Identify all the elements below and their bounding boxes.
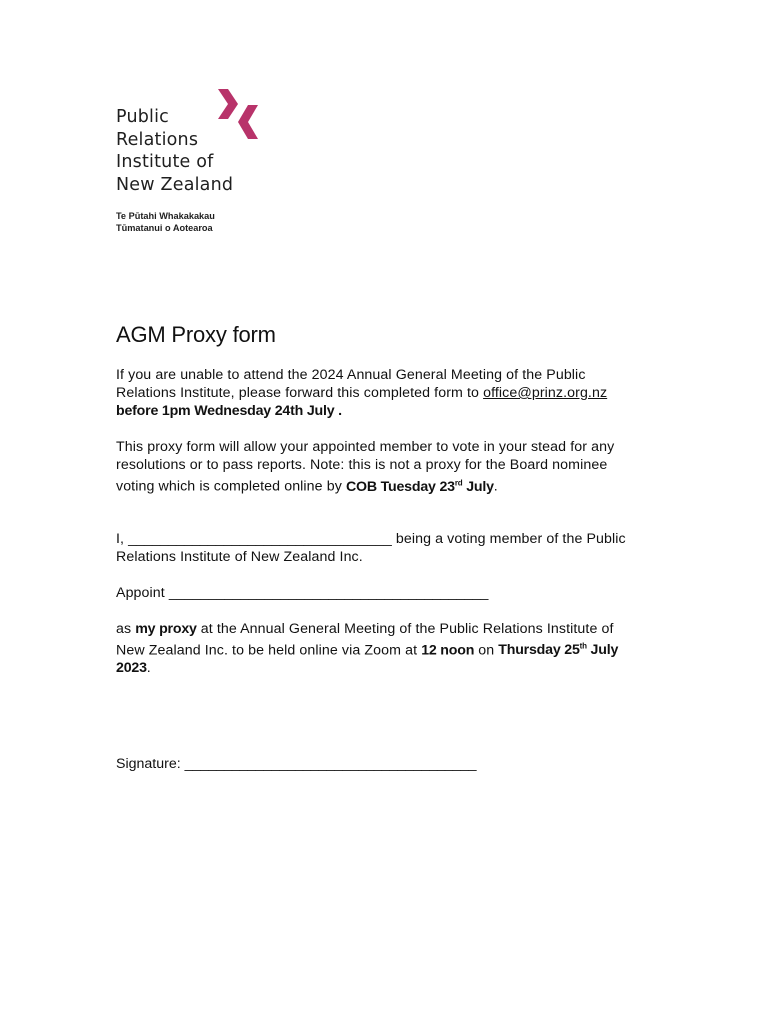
intro-line-2: Relations Institute, please forward this completed form to [116,385,484,401]
logo-line: Relations [116,129,199,150]
logo-line: Institute of [116,152,214,172]
proxy-form-body [116,320,656,677]
intro-line-1: If you are unable to attend the 2024 Annual General Meeting of the Public [116,367,586,383]
proxy-text-4: on [474,642,499,659]
signature-label: Signature: [116,756,185,772]
chevron-mark-icon [216,87,260,141]
appoint-line [116,584,656,602]
appointee-field[interactable]: ________________________________________ [168,584,489,601]
proxy-bold-1: my proxy [135,620,197,637]
deadline-text: before 1pm Wednesday 24th July . [116,403,342,419]
cob-date-sup: rd [454,478,463,487]
appoint-label: Appoint [116,584,169,601]
page-title: AGM Proxy form [116,322,276,347]
meeting-time: 12 noon [421,642,475,659]
logo-maori-name [116,210,276,234]
intro-paragraph [116,366,656,420]
meeting-date-sup: th [579,641,587,651]
meeting-date-text: Thursday 25 [498,642,580,659]
declaration-suffix: being a voting member of the Public [391,530,626,547]
cob-date [346,479,494,495]
meeting-year: 2023 [116,660,147,677]
meeting-date-month: July [586,642,619,659]
declaration-line-2: Relations Institute of New Zealand Inc. [116,548,363,565]
proxy-text-2: at the Annual General Meeting of the Public Relations Institute of [196,620,614,637]
member-declaration [116,530,656,566]
proxy-end: . [146,660,151,677]
meeting-date [498,642,618,658]
info-line-2: resolutions or to pass reports. Note: this is not a proxy for the Board nominee [116,457,608,473]
logo-line: Public [116,107,169,127]
declaration-prefix: I, [116,530,129,547]
logo-maori-line: Te Pūtahi Whakakakau [116,211,215,221]
cob-date-text: COB Tuesday 23 [345,478,455,495]
cob-date-month: July [462,478,494,495]
info-paragraph [116,438,656,496]
proxy-text-3: New Zealand Inc. to be held online via Zoom at [116,642,422,659]
email-link[interactable]: office@prinz.org.nz [483,385,608,401]
proxy-statement [116,620,656,678]
logo-line: New Zealand [116,174,234,195]
logo-maori-line: Tūmatanui o Aotearoa [116,223,213,233]
info-line-3-end: . [493,478,498,495]
proxy-text-1: as [116,620,136,637]
info-line-3: voting which is completed online by [116,478,346,495]
signature-line [116,755,477,773]
member-name-field[interactable]: _________________________________ [128,530,392,547]
signature-field[interactable]: _____________________________________ [184,756,477,772]
info-line-1: This proxy form will allow your appointed member to vote in your stead for any [116,439,615,455]
